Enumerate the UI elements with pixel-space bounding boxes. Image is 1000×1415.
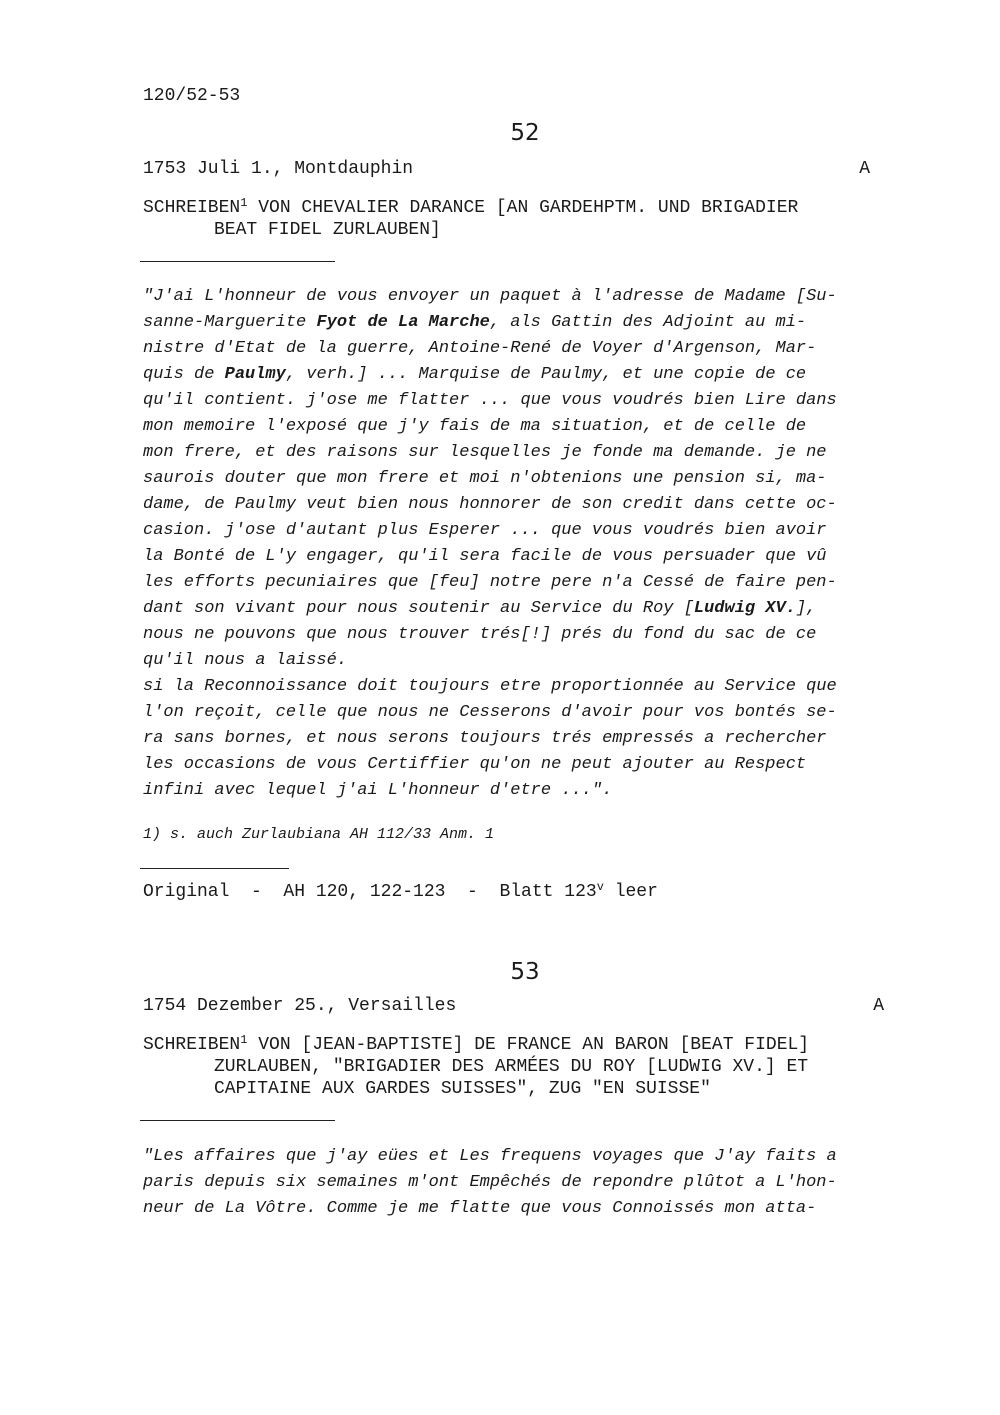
footnote: 1) s. auch Zurlaubiana AH 112/33 Anm. 1 — [143, 826, 495, 843]
title-line: ZURLAUBEN, "BRIGADIER DES ARMÉES DU ROY [LUDWIG XV.] ET — [214, 1057, 809, 1077]
source-text: Original - AH 120, 122-123 - Blatt 123 — [143, 882, 597, 902]
text-line: mon frere, et des raisons sur lesquelles je fonde ma demande. je ne — [143, 443, 827, 462]
date-place-line — [143, 159, 878, 179]
person-name: Fyot de La Marche — [316, 313, 490, 332]
date-place-line — [143, 996, 884, 1016]
title-divider — [140, 1120, 335, 1121]
text-line: nistre d'Etat de la guerre, Antoine-René de Voyer d'Argenson, Mar- — [143, 339, 817, 358]
text-line: casion. j'ose d'autant plus Esperer ... que vous voudrés bien avoir — [143, 521, 827, 540]
title-text: SCHREIBEN — [143, 198, 241, 218]
person-name: Ludwig XV. — [693, 599, 796, 618]
text-line: neur de La Vôtre. Comme je me flatte que vous Connoissés mon atta- — [143, 1199, 817, 1218]
text-line: l'on reçoit, celle que nous ne Cesserons d'avoir pour vos bontés se- — [143, 703, 837, 722]
text-line: dame, de Paulmy veut bien nous honnorer de son credit dans cette oc- — [143, 495, 837, 514]
archive-reference: 120/52-53 — [143, 86, 241, 106]
document-title — [143, 197, 893, 241]
document-number: 53 — [510, 959, 540, 985]
text-line: paris depuis six semaines m'ont Empêchés de repondre plûtot a L'hon- — [143, 1173, 837, 1192]
text-line: "Les affaires que j'ay eües et Les frequens voyages que J'ay faits a — [143, 1147, 837, 1166]
title-text: VON CHEVALIER DARANCE [AN GARDEHPTM. UND BRIGADIER — [247, 198, 799, 218]
title-line — [143, 1034, 893, 1056]
text-line: dant son vivant pour nous soutenir au Service du Roy [Ludwig XV.], — [143, 599, 817, 618]
title-line — [143, 197, 893, 219]
text-line: qu'il nous a laissé. — [143, 651, 348, 670]
footnote-marker: 1 — [240, 196, 248, 210]
text-line: quis de Paulmy, verh.] ... Marquise de Paulmy, et une copie de ce — [143, 365, 807, 384]
source-text: leer — [603, 882, 658, 902]
text-line: les occasions de vous Certiffier qu'on ne peut ajouter au Respect — [143, 755, 807, 774]
document-number: 52 — [510, 120, 540, 146]
document-type: A — [859, 159, 870, 179]
text-line: "J'ai L'honneur de vous envoyer un paquet à l'adresse de Madame [Su- — [143, 287, 837, 306]
person-name: Paulmy — [224, 365, 286, 384]
text-line: ra sans bornes, et nous serons toujours trés empressés a rechercher — [143, 729, 827, 748]
text-line: sanne-Marguerite Fyot de La Marche, als Gattin des Adjoint au mi- — [143, 313, 807, 332]
text-line: infini avec lequel j'ai L'honneur d'etre ...". — [143, 781, 613, 800]
text-line: saurois douter que mon frere et moi n'obtenions une pension si, ma- — [143, 469, 827, 488]
letter-excerpt — [143, 1144, 903, 1222]
title-text: SCHREIBEN — [143, 1035, 241, 1055]
source-note — [143, 882, 658, 902]
document-title — [143, 1034, 893, 1100]
text-line: la Bonté de L'y engager, qu'il sera facile de vous persuader que vû — [143, 547, 827, 566]
text-line: si la Reconnoissance doit toujours etre proportionnée au Service que — [143, 677, 837, 696]
title-line: BEAT FIDEL ZURLAUBEN] — [214, 220, 441, 240]
text-line: qu'il contient. j'ose me flatter ... que vous voudrés bien Lire dans — [143, 391, 837, 410]
letter-excerpt — [143, 284, 903, 804]
text-line: nous ne pouvons que nous trouver trés[!] prés du fond du sac de ce — [143, 625, 817, 644]
text-line: les efforts pecuniaires que [feu] notre pere n'a Cessé de faire pen- — [143, 573, 837, 592]
title-line: CAPITAINE AUX GARDES SUISSES", ZUG "EN SUISSE" — [214, 1079, 711, 1099]
footnote-divider — [140, 868, 289, 869]
date-place: 1754 Dezember 25., Versailles — [143, 996, 457, 1016]
footnote-marker: 1 — [240, 1033, 248, 1047]
title-text: VON [JEAN-BAPTISTE] DE FRANCE AN BARON [BEAT FIDEL] — [247, 1035, 810, 1055]
verso-marker: v — [596, 880, 604, 894]
date-place: 1753 Juli 1., Montdauphin — [143, 159, 414, 179]
title-divider — [140, 261, 335, 262]
document-type: A — [873, 996, 884, 1016]
text-line: mon memoire l'exposé que j'y fais de ma situation, et de celle de — [143, 417, 807, 436]
